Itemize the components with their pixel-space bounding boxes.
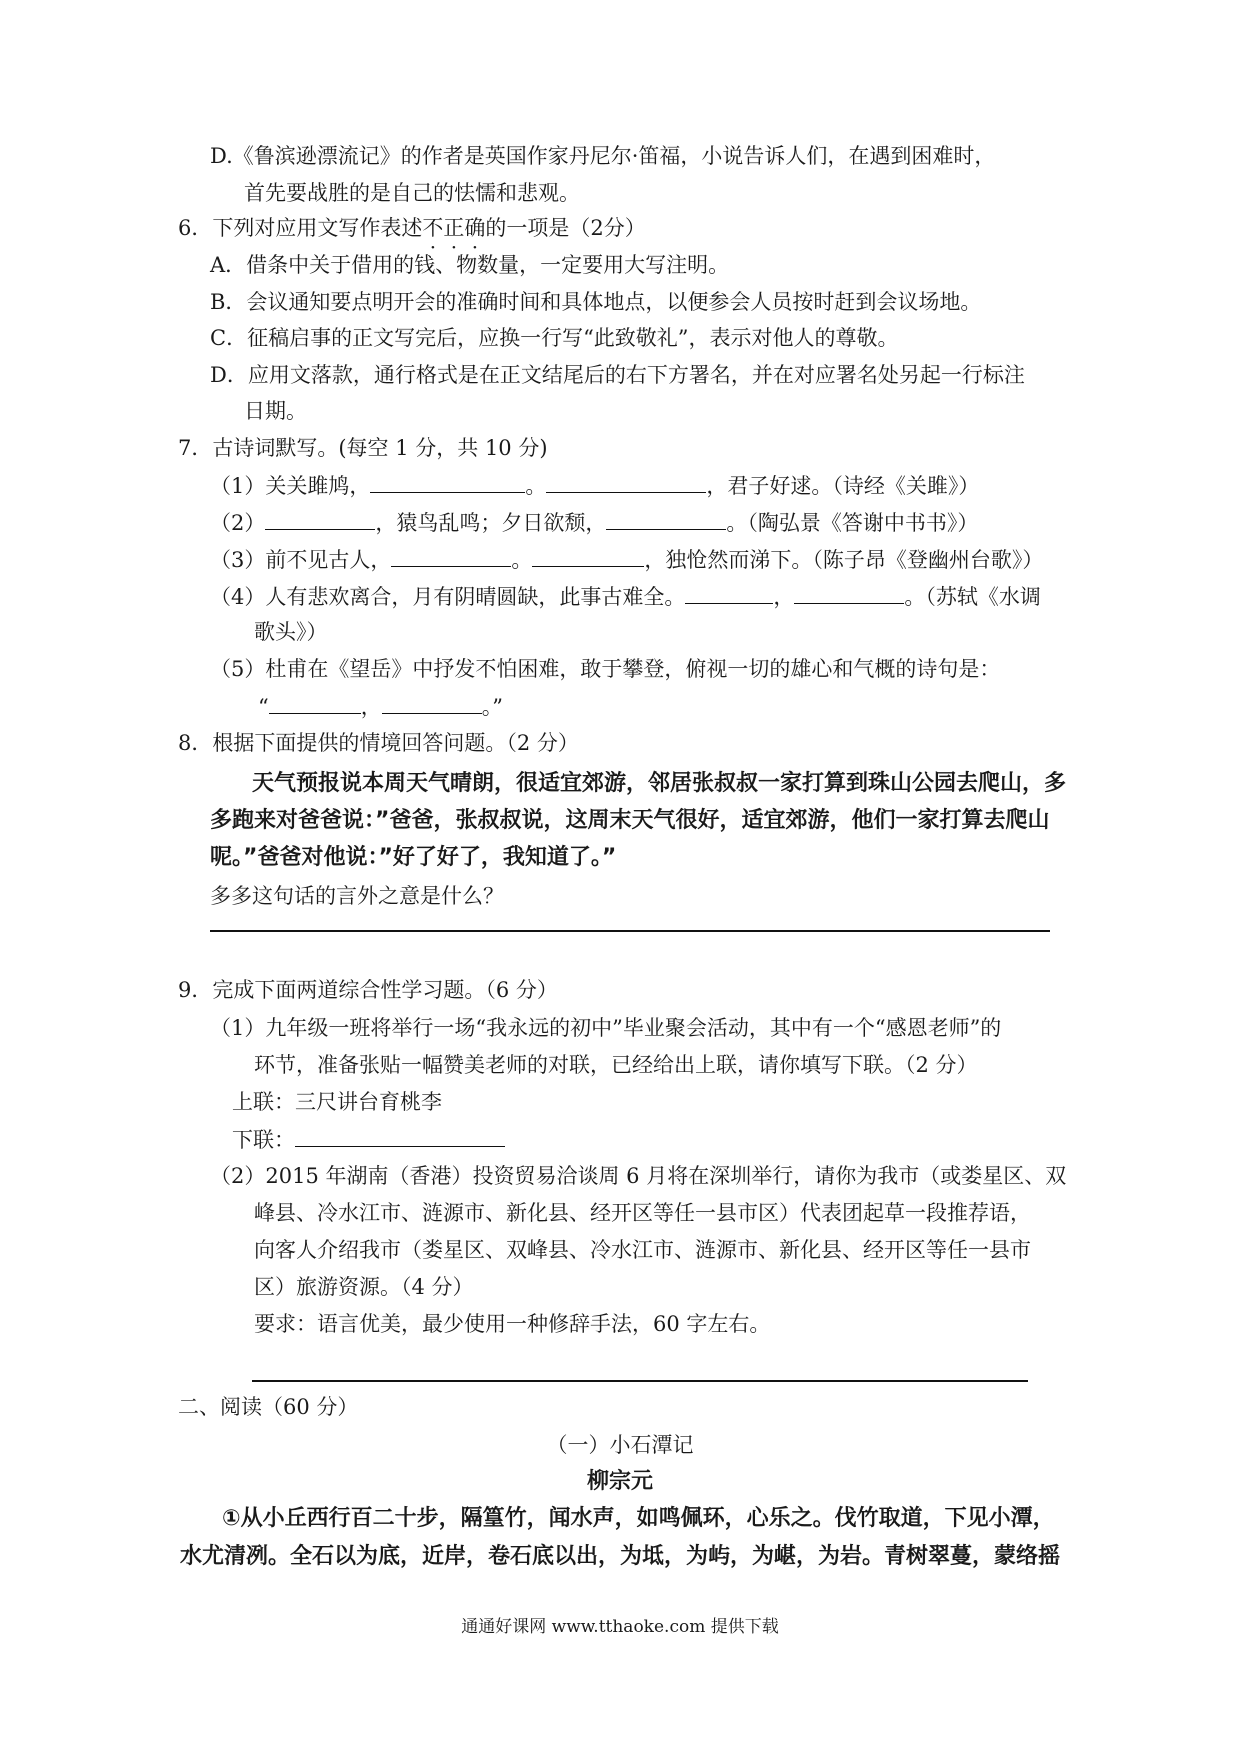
q8-passage-line1: 天气预报说本周天气晴朗，很适宜郊游，邻居张叔叔一家打算到珠山公园去爬山，多 (252, 771, 1067, 796)
q9-requirement: 要求：语言优美，最少使用一种修辞手法，60 字左右。 (254, 1312, 771, 1336)
q7-item-5-line2 (258, 691, 503, 722)
page-footer: 通通好课网 www.tthaoke.com 提供下载 (461, 1617, 779, 1637)
answer-blank[interactable] (391, 544, 511, 567)
q9-item-1-line2: 环节，准备张贴一幅赞美老师的对联，已经给出上联，请你填写下联。（2 分） (254, 1053, 978, 1077)
q7-item-3-mid: 。 (511, 548, 533, 572)
q6-stem-suffix: 的一项是（2分） (485, 216, 646, 240)
q7-item-2 (210, 507, 978, 538)
answer-blank[interactable] (532, 544, 644, 567)
q7-item-4-line2: 歌头》） (254, 620, 328, 644)
q6-option-b: B．会议通知要点明开会的准确时间和具体地点，以便参会人员按时赶到会议场地。 (210, 290, 982, 314)
answer-blank[interactable] (546, 470, 706, 493)
q9-stem: 9．完成下面两道综合性学习题。（6 分） (178, 978, 558, 1002)
q7-item-1-mid: 。 (525, 474, 547, 498)
q7-item-5-line1: （5）杜甫在《望岳》中抒发不怕困难，敢于攀登，俯视一切的雄心和气概的诗句是： (210, 657, 1001, 681)
q6-option-c: C．征稿启事的正文写完后，应换一行写“此致敬礼”，表示对他人的尊敬。 (210, 326, 899, 350)
passage-line1: ①从小丘西行百二十步，隔篁竹，闻水声，如鸣佩环，心乐之。伐竹取道，下见小潭， (222, 1506, 1055, 1531)
q6-option-d-line2: 日期。 (244, 399, 307, 423)
q6-emph-char-3: 确 (464, 216, 486, 240)
answer-blank[interactable] (370, 470, 525, 493)
q5-option-d-line1: D.《鲁滨逊漂流记》的作者是英国作家丹尼尔·笛福，小说告诉人们，在遇到困难时， (210, 144, 996, 168)
q8-passage-line3: 呢。”爸爸对他说：”好了好了，我知道了。” (210, 845, 617, 870)
q7-item-2-suffix: 。（陶弘景《答谢中书书》） (726, 511, 979, 535)
q9-item-2-line1: （2）2015 年湖南（香港）投资贸易洽谈周 6 月将在深圳举行，请你为我市（或娄星区、双 (210, 1164, 1067, 1188)
q6-emph-char-2: 正 (443, 216, 465, 240)
q7-item-4 (210, 581, 1041, 612)
q9-answer-line[interactable] (252, 1380, 1028, 1382)
q7-item-3-suffix: ，独怆然而涕下。（陈子昂《登幽州台歌》） (644, 548, 1044, 572)
q9-item-2-line3: 向客人介绍我市（娄星区、双峰县、冷水江市、涟源市、新化县、经开区等任一县市 (254, 1238, 1031, 1262)
q7-item-1 (210, 470, 979, 501)
q9-item-2-line4: 区）旅游资源。（4 分） (254, 1275, 474, 1299)
q6-stem (178, 213, 646, 243)
q6-option-a: A．借条中关于借用的钱、物数量，一定要用大写注明。 (210, 253, 730, 277)
answer-blank[interactable] (295, 1124, 505, 1147)
q7-item-4-prefix: （4）人有悲欢离合，月有阴晴圆缺，此事古难全。 (210, 585, 686, 609)
q8-stem: 8．根据下面提供的情境回答问题。（2 分） (178, 731, 579, 755)
q7-item-2-prefix: （2） (210, 511, 266, 535)
q6-stem-prefix: 6．下列对应用文写作表述 (178, 216, 423, 240)
q7-item-2-mid: ，猿鸟乱鸣；夕日欲颓， (375, 511, 607, 535)
passage-author: 柳宗元 (586, 1469, 653, 1494)
answer-blank[interactable] (382, 691, 482, 714)
q7-stem: 7．古诗词默写。(每空 1 分，共 10 分) (178, 436, 548, 460)
answer-blank[interactable] (269, 691, 361, 714)
q6-option-d-line1: D．应用文落款，通行格式是在正文结尾后的右下方署名，并在对应署名处另起一行标注 (210, 363, 1025, 387)
answer-blank[interactable] (265, 507, 375, 530)
q7-item-5-open-quote: “ (258, 695, 269, 719)
q8-question: 多多这句话的言外之意是什么？ (210, 884, 504, 908)
q9-item-2-line2: 峰县、冷水江市、涟源市、新化县、经开区等任一县市区）代表团起草一段推荐语， (254, 1201, 1031, 1225)
q8-passage-line2: 多跑来对爸爸说：”爸爸，张叔叔说，这周末天气很好，适宜郊游，他们一家打算去爬山 (210, 808, 1050, 833)
q7-item-3 (210, 544, 1043, 575)
answer-blank[interactable] (794, 581, 904, 604)
q7-item-1-suffix: ，君子好逑。（诗经《关雎》） (706, 474, 980, 498)
q6-emph-char-1: 不 (422, 216, 444, 240)
q9-upper-couplet: 上联：三尺讲台育桃李 (232, 1090, 442, 1114)
answer-blank[interactable] (606, 507, 726, 530)
section-heading: 二、阅读（60 分） (178, 1395, 359, 1419)
passage-line2: 水尤清冽。全石以为底，近岸，卷石底以出，为坻，为屿，为嵁，为岩。青树翠蔓，蒙络摇 (180, 1544, 1061, 1569)
q7-item-1-prefix: （1）关关雎鸠， (210, 474, 371, 498)
q7-item-5-mid: ， (360, 695, 382, 719)
q5-option-d-line2: 首先要战胜的是自己的怯懦和悲观。 (244, 181, 580, 205)
q9-lower-couplet (232, 1124, 505, 1155)
q7-item-4-mid: ， (773, 585, 795, 609)
q7-item-4-suffix: 。（苏轼《水调 (904, 585, 1041, 609)
q8-answer-line[interactable] (210, 930, 1050, 932)
answer-blank[interactable] (685, 581, 773, 604)
passage-title: （一）小石潭记 (546, 1433, 694, 1457)
q9-lower-couplet-label: 下联： (232, 1128, 295, 1152)
q7-item-5-close: 。” (481, 695, 503, 719)
q9-item-1-line1: （1）九年级一班将举行一场“我永远的初中”毕业聚会活动，其中有一个“感恩老师”的 (210, 1016, 1002, 1040)
q7-item-3-prefix: （3）前不见古人， (210, 548, 392, 572)
